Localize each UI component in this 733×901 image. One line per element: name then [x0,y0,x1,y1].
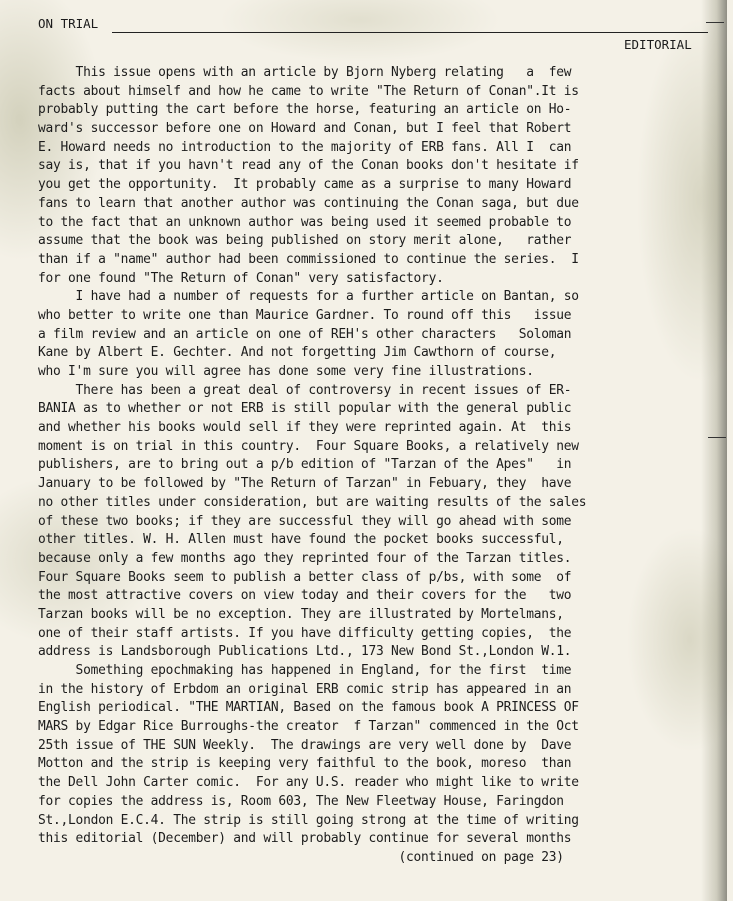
text-line: I have had a number of requests for a further article on Bantan, so [38,289,579,305]
text-line: assume that the book was being published on story merit alone, rather [38,233,572,249]
text-line: in the history of Erbdom an original ERB comic strip has appeared in an [38,681,572,697]
section-title: ON TRIAL [38,16,99,31]
text-line: publishers, are to bring out a p/b edition of "Tarzan of the Apes" in [38,457,572,473]
margin-mark [706,22,724,23]
text-line: who better to write one than Maurice Gardner. To round off this issue [38,307,572,323]
text-line: for one found "The Return of Conan" very satisfactory. [38,270,444,286]
text-line: other titles. W. H. Allen must have found the pocket books successful, [38,532,564,548]
text-line: address is Landsborough Publications Ltd., 173 New Bond St.,London W.1. [38,644,572,660]
text-line: BANIA as to whether or not ERB is still popular with the general public [38,401,572,417]
header-rule [112,32,708,33]
text-line: English periodical. "THE MARTIAN, Based on the famous book A PRINCESS OF [38,700,579,716]
text-line: of these two books; if they are successful they will go ahead with some [38,513,572,529]
text-line: you get the opportunity. It probably came as a surprise to many Howard [38,177,572,193]
text-line: E. Howard needs no introduction to the majority of ERB fans. All I can [38,139,572,155]
text-line: Tarzan books will be no exception. They are illustrated by Mortelmans, [38,606,564,622]
text-line: Four Square Books seem to publish a better class of p/bs, with some of [38,569,572,585]
text-line: There has been a great deal of controversy in recent issues of ER- [38,382,572,398]
text-line: probably putting the cart before the horse, featuring an article on Ho- [38,102,572,118]
text-line: say is, that if you havn't read any of the Conan books don't hesitate if [38,158,579,174]
text-line: This issue opens with an article by Bjorn Nyberg relating a few [38,65,572,80]
text-line: (continued on page 23) [38,849,564,865]
text-line: Something epochmaking has happened in England, for the first time [38,663,572,678]
margin-mark [708,437,726,438]
text-line: because only a few months ago they reprinted four of the Tarzan titles. [38,550,572,566]
text-line: for copies the address is, Room 603, The New Fleetway House, Faringdon [38,793,564,809]
text-line: no other titles under consideration, but are waiting results of the sales [38,494,587,510]
text-line: moment is on trial in this country. Four Square Books, a relatively new [38,438,579,454]
text-line: Motton and the strip is keeping very faithful to the book, moreso than [38,756,572,772]
text-line: January to be followed by "The Return of Tarzan" in Febuary, they have [38,476,572,492]
text-line: who I'm sure you will agree has done some very fine illustrations. [38,364,534,379]
category-label: EDITORIAL [624,37,692,52]
text-line: 25th issue of THE SUN Weekly. The drawings are very well done by Dave [38,737,572,753]
text-line: facts about himself and how he came to write "The Return of Conan".It is [38,83,579,99]
text-line: than if a "name" author had been commissioned to continue the series. I [38,251,579,267]
text-line: MARS by Edgar Rice Burroughs-the creator f Tarzan" commenced in the Oct [38,719,579,735]
text-line: a film review and an article on one of REH's other characters Soloman [38,326,572,342]
text-line: and whether his books would sell if they were reprinted again. At this [38,420,572,436]
text-line: one of their staff artists. If you have difficulty getting copies, the [38,625,572,641]
text-line: Kane by Albert E. Gechter. And not forgetting Jim Cawthorn of course, [38,345,557,361]
text-line: the Dell John Carter comic. For any U.S. reader who might like to write [38,775,579,791]
text-line: fans to learn that another author was continuing the Conan saga, but due [38,195,579,211]
text-line: this editorial (December) and will probably continue for several months [38,831,572,847]
text-line: to the fact that an unknown author was being used it seemed probable to [38,214,572,230]
text-line: St.,London E.C.4. The strip is still going strong at the time of writing [38,812,579,828]
text-line: the most attractive covers on view today and their covers for the two [38,588,572,604]
text-line: ward's successor before one on Howard and Conan, but I feel that Robert [38,121,572,137]
editorial-body [38,64,714,868]
